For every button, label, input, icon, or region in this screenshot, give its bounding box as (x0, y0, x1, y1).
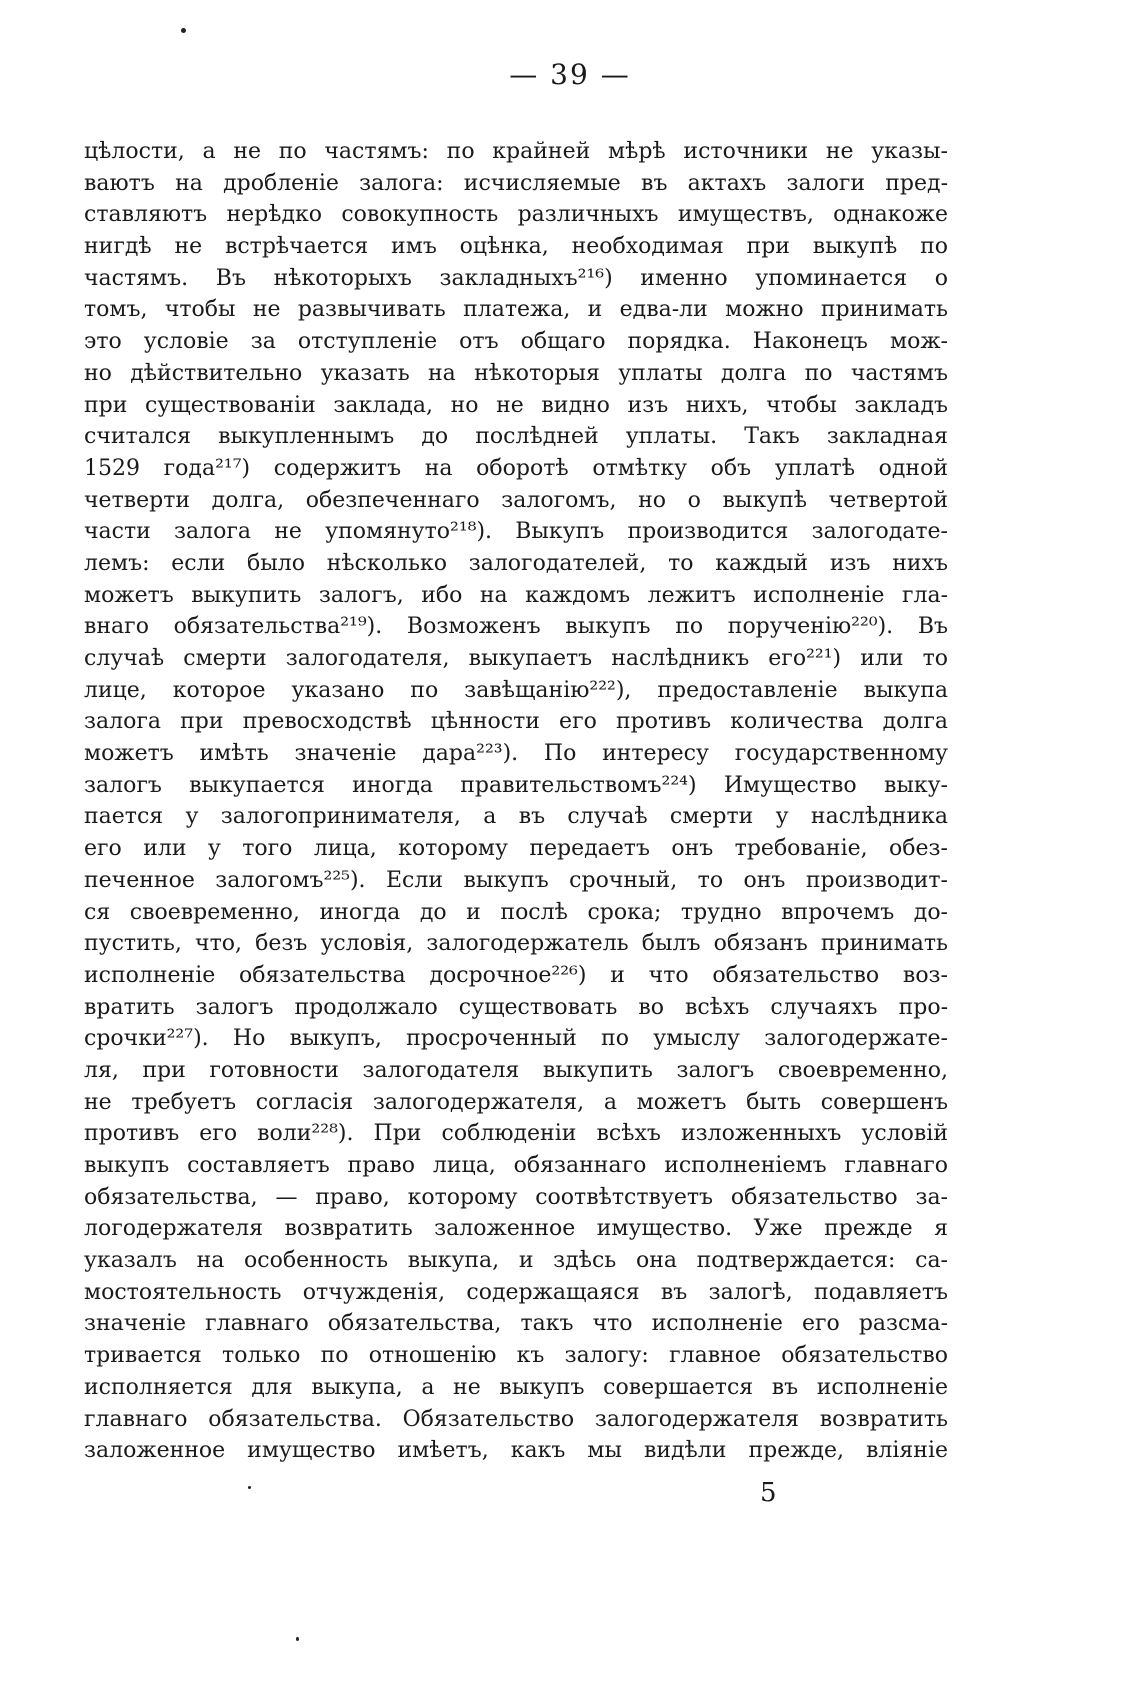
text-line: ся своевременно, иногда до и послѣ срока; трудно впрочемъ до- (84, 899, 948, 925)
ink-speck (248, 1486, 251, 1489)
text-line: четверти долга, обезпеченнаго залогомъ, но о выкупѣ четвертой (84, 487, 948, 513)
text-line: залогъ выкупается иногда правительствомъ²²⁴) Имущество выку- (84, 772, 948, 798)
ink-speck (181, 28, 186, 33)
text-line: указалъ на особенность выкупа, и здѣсь она подтверждается: са- (84, 1248, 948, 1274)
text-line: не требуетъ согласія залогодержателя, а можетъ быть совершенъ (84, 1089, 948, 1115)
text-line: вратить залогъ продолжало существовать во всѣхъ случаяхъ про- (84, 994, 948, 1020)
text-line: считался выкупленнымъ до послѣдней уплаты. Такъ закладная (84, 424, 948, 450)
text-line: мостоятельность отчужденія, содержащаяся въ залогѣ, подавляетъ (84, 1279, 948, 1305)
text-line: его или у того лица, которому передаетъ онъ требованіе, обез- (84, 836, 948, 862)
text-line: залога при превосходствѣ цѣнности его противъ количества долга (84, 709, 948, 735)
text-line: это условіе за отступленіе отъ общаго порядка. Наконецъ мож- (84, 329, 948, 355)
text-line: пустить, что, безъ условія, залогодержатель былъ обязанъ принимать (84, 931, 948, 957)
body-text (84, 136, 948, 1467)
text-line: логодержателя возвратить заложенное имущество. Уже прежде я (84, 1216, 948, 1242)
text-line: ля, при готовности залогодателя выкупить залогъ своевременно, (84, 1057, 948, 1083)
text-line: части залога не упомянуто²¹⁸). Выкупъ производится залогодате- (84, 519, 948, 545)
text-line: можетъ имѣть значеніе дара²²³). По интересу государственному (84, 741, 948, 767)
text-line: нигдѣ не встрѣчается имъ оцѣнка, необходимая при выкупѣ по (84, 234, 948, 260)
text-line: ваютъ на дробленіе залога: исчисляемые въ актахъ залоги пред- (84, 170, 948, 196)
text-line: можетъ выкупить залогъ, ибо на каждомъ лежитъ исполненіе гла- (84, 582, 948, 608)
text-line: исполненіе обязательства досрочное²²⁶) и что обязательство воз- (84, 962, 948, 988)
text-line: лице, которое указано по завѣщанію²²²), предоставленіе выкупа (84, 677, 948, 703)
text-line: значеніе главнаго обязательства, такъ что исполненіе его разсма- (84, 1311, 948, 1337)
page-number: — 39 — (509, 58, 631, 91)
text-line: печенное залогомъ²²⁵). Если выкупъ срочный, то онъ производит- (84, 867, 948, 893)
text-line: частямъ. Въ нѣкоторыхъ закладныхъ²¹⁶) именно упоминается о (84, 265, 948, 291)
text-line: цѣлости, а не по частямъ: по крайней мѣрѣ источники не указы- (84, 139, 948, 164)
text-line: лемъ: если было нѣсколько залогодателей, то каждый изъ нихъ (84, 550, 948, 576)
text-line: 1529 года²¹⁷) содержитъ на оборотѣ отмѣтку объ уплатѣ одной (84, 455, 948, 481)
text-line: противъ его воли²²⁸). При соблюденіи всѣхъ изложенныхъ условій (84, 1121, 948, 1147)
text-line: исполняется для выкупа, а не выкупъ совершается въ исполненіе (84, 1374, 948, 1400)
ink-speck (296, 1637, 299, 1641)
signature-mark: 5 (760, 1478, 777, 1508)
text-line: случаѣ смерти залогодателя, выкупаетъ наслѣдникъ его²²¹) или то (84, 646, 948, 671)
text-line: внаго обязательства²¹⁹). Возможенъ выкупъ по порученію²²⁰). Въ (84, 614, 948, 640)
text-line: обязательства, — право, которому соотвѣтствуетъ обязательство за- (84, 1184, 948, 1210)
text-line: выкупъ составляетъ право лица, обязаннаго исполненіемъ главнаго (84, 1153, 948, 1178)
text-line: заложенное имущество имѣетъ, какъ мы видѣли прежде, вліяніе (84, 1438, 948, 1464)
text-line: томъ, чтобы не развычивать платежа, и едва-ли можно принимать (84, 297, 948, 323)
text-line: ставляютъ нерѣдко совокупность различныхъ имуществъ, однакоже (84, 202, 948, 228)
text-line: при существованіи заклада, но не видно изъ нихъ, чтобы закладъ (84, 392, 948, 418)
text-line: срочки²²⁷). Но выкупъ, просроченный по умыслу залогодержате- (84, 1026, 948, 1052)
text-line: главнаго обязательства. Обязательство залогодержателя возвратить (84, 1406, 948, 1432)
text-line: но дѣйствительно указать на нѣкоторыя уплаты долга по частямъ (84, 360, 948, 386)
text-line: тривается только по отношенію къ залогу: главное обязательство (84, 1343, 948, 1369)
text-line: пается у залогопринимателя, а въ случаѣ смерти у наслѣдника (84, 804, 948, 830)
